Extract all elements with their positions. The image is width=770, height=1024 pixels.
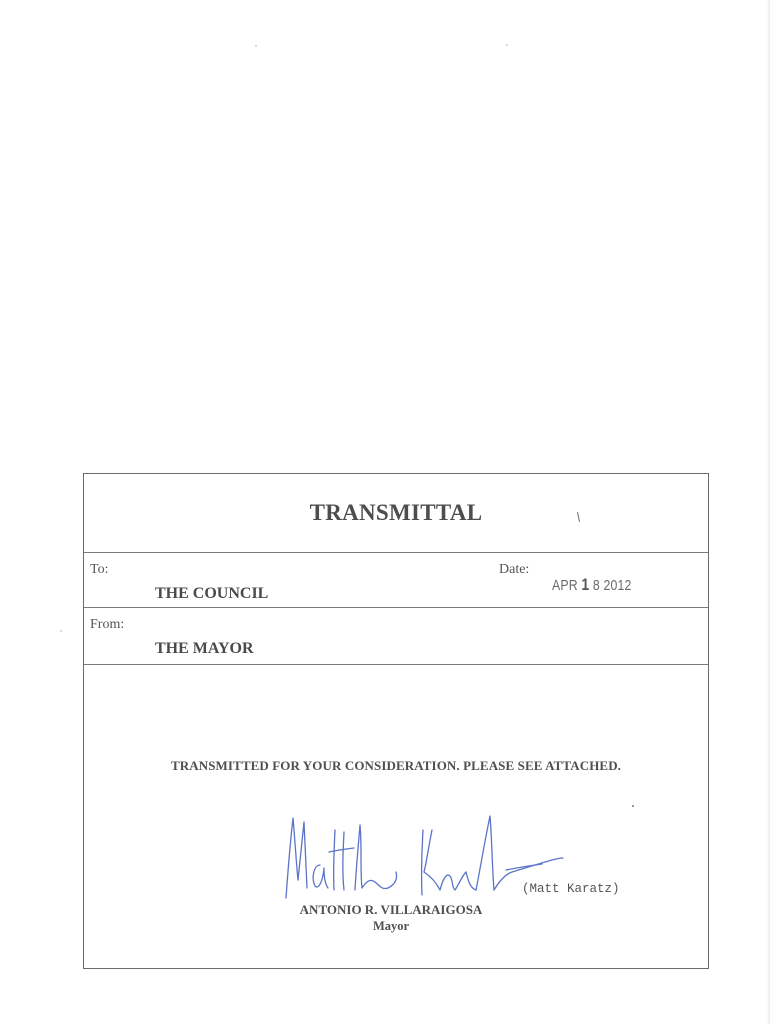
to-row xyxy=(84,553,708,608)
date-stamp-month: APR xyxy=(552,577,578,594)
ink-dot xyxy=(632,805,634,807)
transmittal-form xyxy=(83,473,709,969)
date-label: Date: xyxy=(499,562,530,577)
date-stamp-year: 2012 xyxy=(603,577,632,594)
date-stamp-day-1: 1 xyxy=(581,575,590,594)
title-row xyxy=(84,474,708,553)
from-row xyxy=(84,608,708,665)
scan-speck xyxy=(506,44,508,46)
from-label: From: xyxy=(90,617,125,632)
scan-speck xyxy=(255,45,257,47)
scan-speck xyxy=(60,630,62,632)
transmittal-message: TRANSMITTED FOR YOUR CONSIDERATION. PLEASE SEE ATTACHED. xyxy=(170,758,622,773)
from-value: THE MAYOR xyxy=(155,640,254,657)
date-stamp-day-2: 8 xyxy=(592,577,600,594)
signature-note: (Matt Karatz) xyxy=(522,882,620,896)
signer-title: Mayor xyxy=(372,919,410,933)
to-value: THE COUNCIL xyxy=(155,585,269,602)
signer-name: ANTONIO R. VILLARAIGOSA xyxy=(299,902,483,917)
date-stamp xyxy=(552,575,632,595)
transmittal-title: TRANSMITTAL xyxy=(309,500,483,525)
to-label: To: xyxy=(90,562,109,577)
